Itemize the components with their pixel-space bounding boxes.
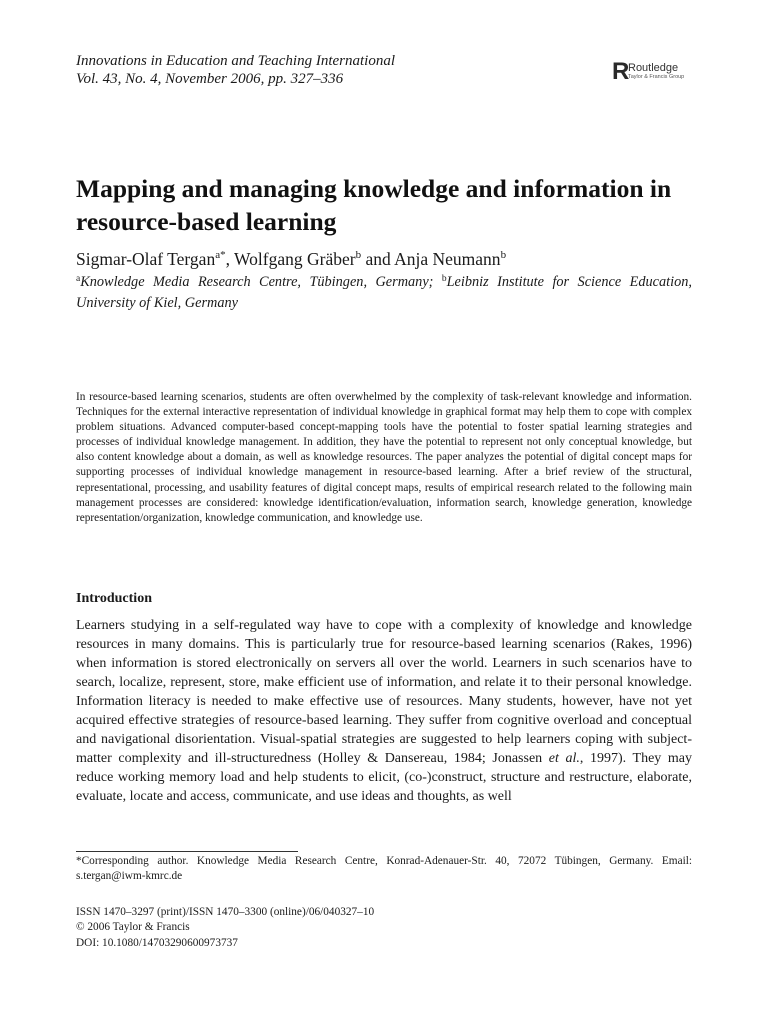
publisher-group: Taylor & Francis Group xyxy=(628,74,685,80)
author-list xyxy=(76,248,696,270)
volume-info: Vol. 43, No. 4, November 2006, pp. 327–336 xyxy=(76,71,344,87)
journal-header xyxy=(76,52,395,88)
intro-text-part-1: Learners studying in a self-regulated way have to cope with a complexity of knowledge and knowledge resources in many domains. This is particularly true for resource-based learning scenarios (Rakes, 1996) when information is stored electronically on servers all over the world. Learners in such scenarios have to search, localize, represent, store, make efficient use of information, and relate it to their personal knowledge. Information literacy is needed to make effective use of resources. Many students, however, have not yet acquired effective strategies of resource-based learning. They suffer from cognitive overload and conceptual and navigational disorientation. Visual-spatial strategies are suggested to help learners coping with subject-matter complexity and ill-structuredness (Holley & Dansereau, 1984; Jonassen xyxy=(76,618,692,766)
journal-name: Innovations in Education and Teaching International xyxy=(76,53,396,69)
affiliations xyxy=(76,272,692,314)
affiliation-a: Knowledge Media Research Centre, Tübingen, Germany; xyxy=(80,274,442,290)
abstract: In resource-based learning scenarios, students are often overwhelmed by the complexity of task-relevant knowledge and information. Techniques for the external interactive representation of individual knowledge in graphical format may help them to cope with complex problem situations. Advanced computer-based concept-mapping tools have the potential to foster spatial learning strategies and processes of individual knowledge management. In addition, they have the potential to represent not only conceptual knowledge, but also content knowledge about a domain, as well as knowledge resources. The paper analyzes the potential of digital concept maps for supporting processes of individual knowledge management in resource-based learning. After a brief review of the structural, representational, processing, and usability features of digital concept maps, results of empirical research related to the following main management processes are considered: knowledge identification/evaluation, information search, knowledge generation, knowledge representation/organization, knowledge communication, and knowledge use. xyxy=(76,391,692,524)
issn-line: ISSN 1470–3297 (print)/ISSN 1470–3300 (online)/06/040327–10 xyxy=(76,906,375,918)
intro-text-part-2: , 1997). They may reduce working memory load and help students to elicit, (co-)construct, structure and restructure, elaborate, evaluate, locate and access, communicate, and use ideas and thoughts, as well xyxy=(76,751,693,804)
affiliation-b-marker: b xyxy=(441,274,447,284)
section-heading: Introduction xyxy=(76,591,152,606)
author-affiliation-marker: a* xyxy=(215,249,226,261)
author-affiliation-marker: b xyxy=(500,249,507,261)
doi-line: DOI: 10.1080/14703290600973737 xyxy=(76,936,238,949)
publication-info xyxy=(76,905,692,951)
copyright-line: © 2006 Taylor & Francis xyxy=(76,921,190,934)
author-name: Anja Neumann xyxy=(394,249,501,269)
introduction-paragraph xyxy=(76,616,692,806)
author-name: Sigmar-Olaf Tergan xyxy=(76,249,216,269)
publisher-logo-icon: R xyxy=(612,58,630,85)
article-title: Mapping and managing knowledge and information in resource-based learning xyxy=(76,174,672,236)
citation-et-al: et al. xyxy=(548,751,580,766)
routledge-logo xyxy=(612,60,702,84)
corresponding-author-footnote: *Corresponding author. Knowledge Media Research Centre, Konrad-Adenauer-Str. 40, 72072 Tübingen, Germany. Email: s.tergan@iwm-kmrc.de xyxy=(76,855,692,882)
author-separator: and xyxy=(361,249,395,269)
author-separator: , xyxy=(225,249,235,269)
author-affiliation-marker: b xyxy=(355,249,362,261)
publisher-name: Routledge xyxy=(628,62,679,74)
footnote-divider xyxy=(76,851,298,852)
affiliation-b: Leibniz Institute for Science Education, University of Kiel, Germany xyxy=(76,274,692,311)
author-name: Wolfgang Gräber xyxy=(234,249,356,269)
affiliation-a-marker: a xyxy=(76,274,81,284)
